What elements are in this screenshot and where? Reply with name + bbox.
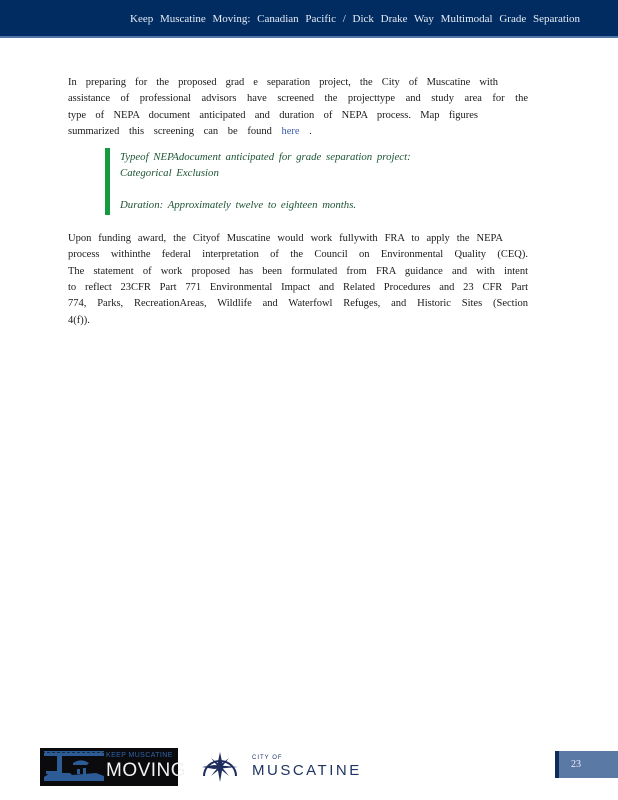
nepa-quote-block <box>105 148 528 215</box>
document-body <box>68 38 528 329</box>
page-footer <box>0 744 618 790</box>
city-logo-line2: MUSCATINE <box>252 761 362 779</box>
compass-icon <box>200 750 240 782</box>
paragraph-funding-award <box>68 231 528 329</box>
moving-logo-line2: MOVING <box>106 760 187 781</box>
paragraph-line: 774, Parks, RecreationAreas, Wildlife and Waterfowl Refuges, and Historic Sites (Section <box>68 298 528 310</box>
paragraph-line: Upon funding award, the Cityof Muscatine would work fullywith FRA to apply the NEPA <box>68 233 503 245</box>
here-link[interactable]: here <box>281 125 300 137</box>
keep-muscatine-moving-logo <box>40 748 187 786</box>
city-of-muscatine-logo <box>200 750 362 782</box>
quote-line: Typeof NEPAdocument anticipated for grade separation project: <box>120 151 411 164</box>
city-logo-text <box>252 755 362 778</box>
paragraph-line: 4(f)). <box>68 314 90 326</box>
paragraph-line: assistance of professional advisors have screened the projecttype and study area for the <box>68 93 528 105</box>
moving-logo-text <box>106 752 187 781</box>
paragraph-line: process withinthe federal interpretation of the Council on Environmental Quality (CEQ). <box>68 249 528 261</box>
paragraph-line: type of NEPA document anticipated and duration of NEPA process. Map figures <box>68 109 478 121</box>
paragraph-line: to reflect 23CFR Part 771 Environmental Impact and Related Procedures and 23 CFR Part <box>68 281 528 293</box>
moving-logo-line1: KEEP MUSCATINE <box>106 752 173 759</box>
paragraph-nepa-screening <box>68 75 528 140</box>
page-title: Keep Muscatine Moving: Canadian Pacific / Dick Drake Way Multimodal Grade Separation <box>130 13 580 25</box>
paragraph-line <box>68 124 528 140</box>
paragraph-text: . <box>309 125 312 137</box>
bridge-icon <box>43 750 105 784</box>
paragraph-line: The statement of work proposed has been formulated from FRA guidance and with intent <box>68 265 528 277</box>
paragraph-line: In preparing for the proposed grad e separation project, the City of Muscatine with <box>68 77 498 88</box>
quote-line: Duration: Approximately twelve to eighteen months. <box>120 198 357 211</box>
page-number-badge <box>555 751 618 778</box>
paragraph-text: summarized this screening can be found <box>68 125 272 137</box>
page-number: 23 <box>571 759 581 770</box>
quote-line: Categorical Exclusion <box>120 167 219 180</box>
city-logo-line1: CITY OF <box>252 754 283 761</box>
